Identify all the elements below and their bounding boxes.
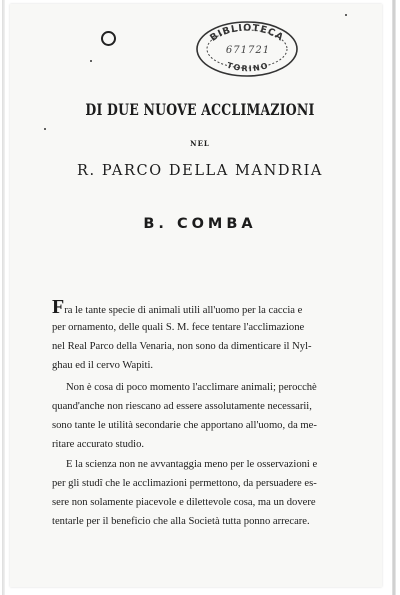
paragraph-line: Non è cosa di poco momento l'acclimare animali; perocchè <box>66 382 317 393</box>
ink-speck <box>345 14 347 16</box>
ink-speck <box>44 128 46 130</box>
paragraph-line: quand'anche non riescano ad essere assolutamente necessarii, <box>52 401 312 412</box>
article-subtitle: R. PARCO DELLA MANDRIA <box>76 163 324 179</box>
paragraph-line: tentarle per il beneficio che alla Società tutta ponno arrecare. <box>52 516 310 527</box>
article-title: DI DUE NUOVE ACCLIMAZIONI <box>85 100 315 119</box>
paragraph-line: ghau ed il cervo Wapiti. <box>52 360 154 371</box>
paragraph-line: ritare accurato studio. <box>52 439 145 450</box>
article-title-connector: NEL <box>190 139 210 148</box>
drop-cap: F <box>52 296 65 318</box>
page-right-edge <box>392 0 396 595</box>
paragraph-line: per gli studî che le acclimazioni permettono, da persuadere es- <box>52 478 317 489</box>
stamp-inventory-number: 671721 <box>225 45 271 56</box>
paragraph-line: nel Real Parco della Venaria, non sono da dimenticare il Nyl- <box>52 341 312 352</box>
paragraph-line: sere non solamente piacevole e dilettevole cosa, ma un dovere <box>52 497 316 508</box>
ink-speck <box>90 60 92 62</box>
paragraph-line: E la scienza non ne avvantaggia meno per le osservazioni e <box>66 459 318 470</box>
paragraph-line: Fra le tante specie di animali utili all'uomo per la caccia e <box>52 296 303 318</box>
paragraph-line: sono tante le utilità secondarie che apportano all'uomo, da me- <box>52 420 317 431</box>
binding-hole <box>101 31 116 46</box>
page-left-edge <box>2 0 5 595</box>
stamp-top-text: BIBLIOTECA <box>208 22 286 44</box>
library-stamp <box>192 15 302 80</box>
stamp-bottom-text: TORINO <box>225 60 271 74</box>
article-author: B. COMBA <box>143 216 257 232</box>
paragraph-line: per ornamento, delle quali S. M. fece tentare l'acclimazione <box>52 322 305 333</box>
